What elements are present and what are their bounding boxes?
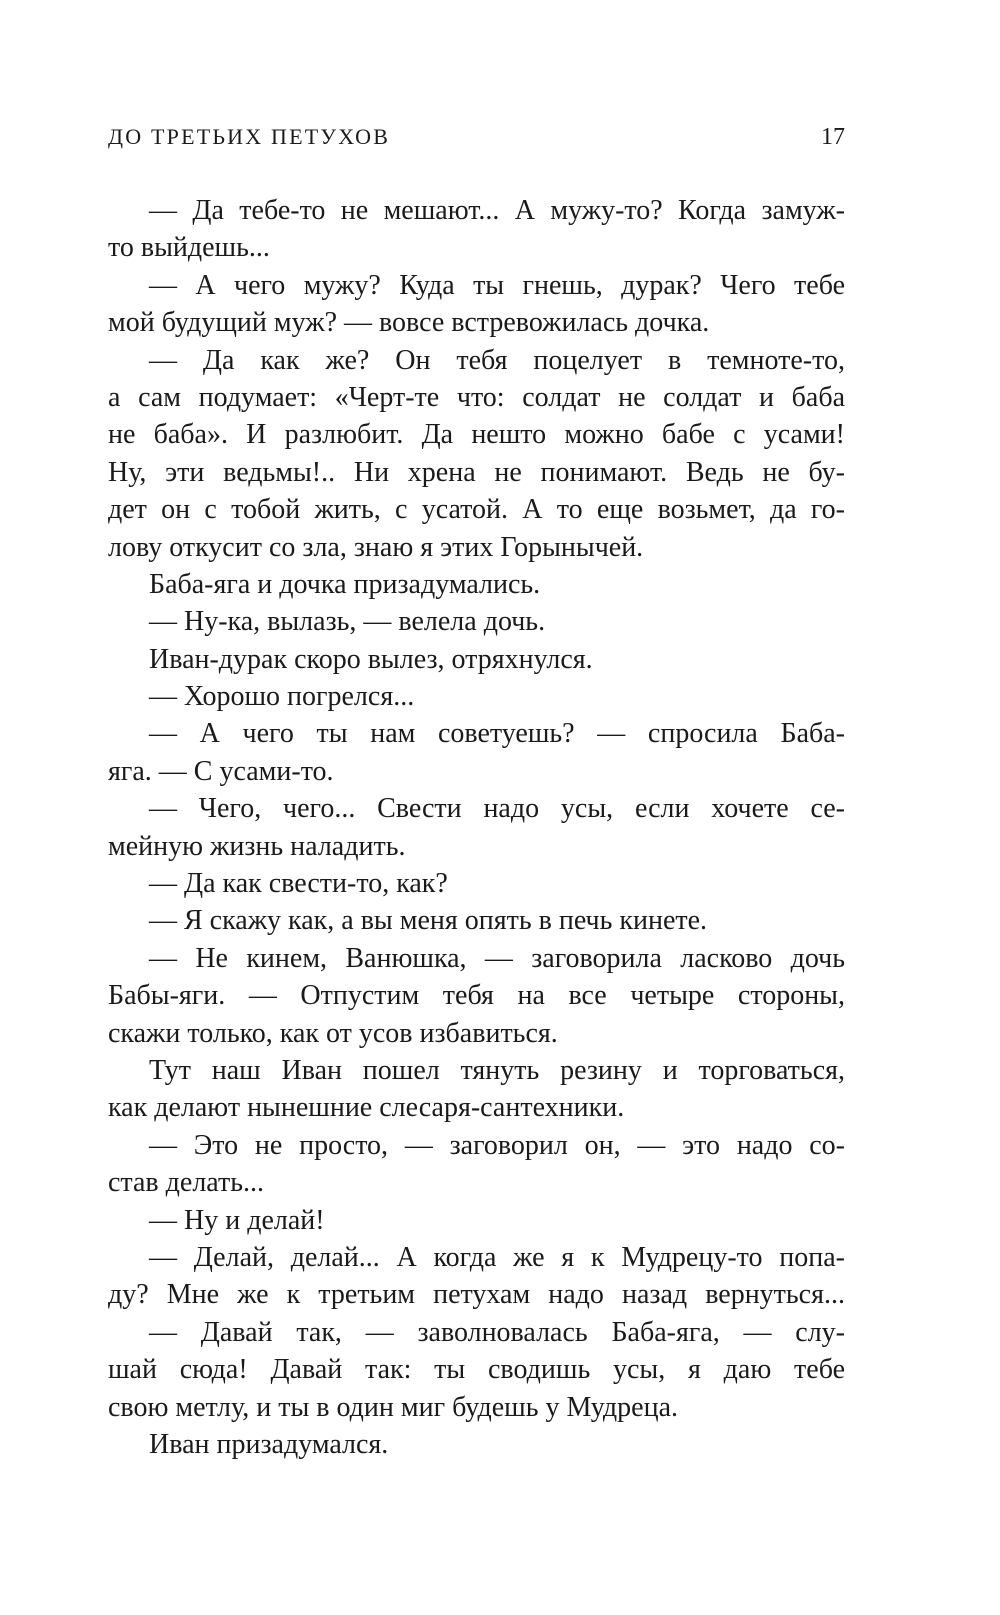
text-line: — А чего ты нам советуешь? — спросила Баба- <box>149 718 845 750</box>
text-line: — Не кинем, Ванюшка, — заговорила ласково дочь <box>149 942 845 974</box>
text-line: дет он с тобой жить, с усатой. А то еще возьмет, да го- <box>108 494 845 526</box>
text-line: — Чего, чего... Свести надо усы, если хочете се- <box>149 793 845 825</box>
text-line: шай сюда! Давай так: ты сводишь усы, я даю тебе <box>108 1354 845 1386</box>
text-line: — Да как же? Он тебя поцелует в темноте-то, <box>149 344 845 376</box>
text-line: скажи только, как от усов избавиться. <box>108 1017 558 1049</box>
text-line: — Я скажу как, а вы меня опять в печь кинете. <box>149 905 708 937</box>
text-line: — Делай, делай... А когда же я к Мудрецу-то попа- <box>149 1241 845 1273</box>
text-line: Иван призадумался. <box>149 1428 389 1460</box>
text-line: Иван-дурак скоро вылез, отряхнулся. <box>149 643 593 675</box>
text-line: лову откусит со зла, знаю я этих Горынычей. <box>108 531 644 563</box>
text-line: Ну, эти ведьмы!.. Ни хрена не понимают. Ведь не бу- <box>108 456 845 488</box>
text-line: — Ну-ка, вылазь, — велела дочь. <box>149 606 546 638</box>
running-head <box>108 117 845 157</box>
text-line: Баба-яга и дочка призадумались. <box>149 568 541 600</box>
page-number: 17 <box>821 124 845 150</box>
text-line: то выйдешь... <box>108 232 270 264</box>
text-line: — Ну и делай! <box>149 1204 325 1236</box>
text-line: ду? Мне же к третьим петухам надо назад вернуться... <box>108 1279 845 1311</box>
text-line: — Да как свести-то, как? <box>149 868 448 900</box>
text-line: как делают нынешние слесаря-сантехники. <box>108 1092 625 1124</box>
text-line: — Да тебе-то не мешают... А мужу-то? Когда замуж- <box>149 195 845 226</box>
text-line: а сам подумает: «Черт-те что: солдат не солдат и баба <box>108 381 845 413</box>
text-line: яга. — С усами-то. <box>108 755 334 787</box>
text-line: свою метлу, и ты в один миг будешь у Мудреца. <box>108 1391 679 1423</box>
text-line: — Давай так, — заволновалась Баба-яга, — слу- <box>149 1316 845 1348</box>
text-line: Бабы-яги. — Отпустим тебя на все четыре стороны, <box>108 980 845 1012</box>
text-line: Тут наш Иван пошел тянуть резину и торговаться, <box>149 1054 845 1086</box>
text-line: не баба». И разлюбит. Да нешто можно бабе с усами! <box>108 419 845 451</box>
text-line: — А чего мужу? Куда ты гнешь, дурак? Чего тебе <box>149 269 845 301</box>
body-text <box>108 192 845 1463</box>
text-line: мейную жизнь наладить. <box>108 830 406 862</box>
text-line: — Это не просто, — заговорил он, — это надо со- <box>149 1129 845 1161</box>
text-line: став делать... <box>108 1167 265 1199</box>
running-title: ДО ТРЕТЬИХ ПЕТУХОВ <box>108 124 391 149</box>
text-line: мой будущий муж? — вовсе встревожилась дочка. <box>108 307 710 339</box>
text-line: — Хорошо погрелся... <box>149 681 415 713</box>
